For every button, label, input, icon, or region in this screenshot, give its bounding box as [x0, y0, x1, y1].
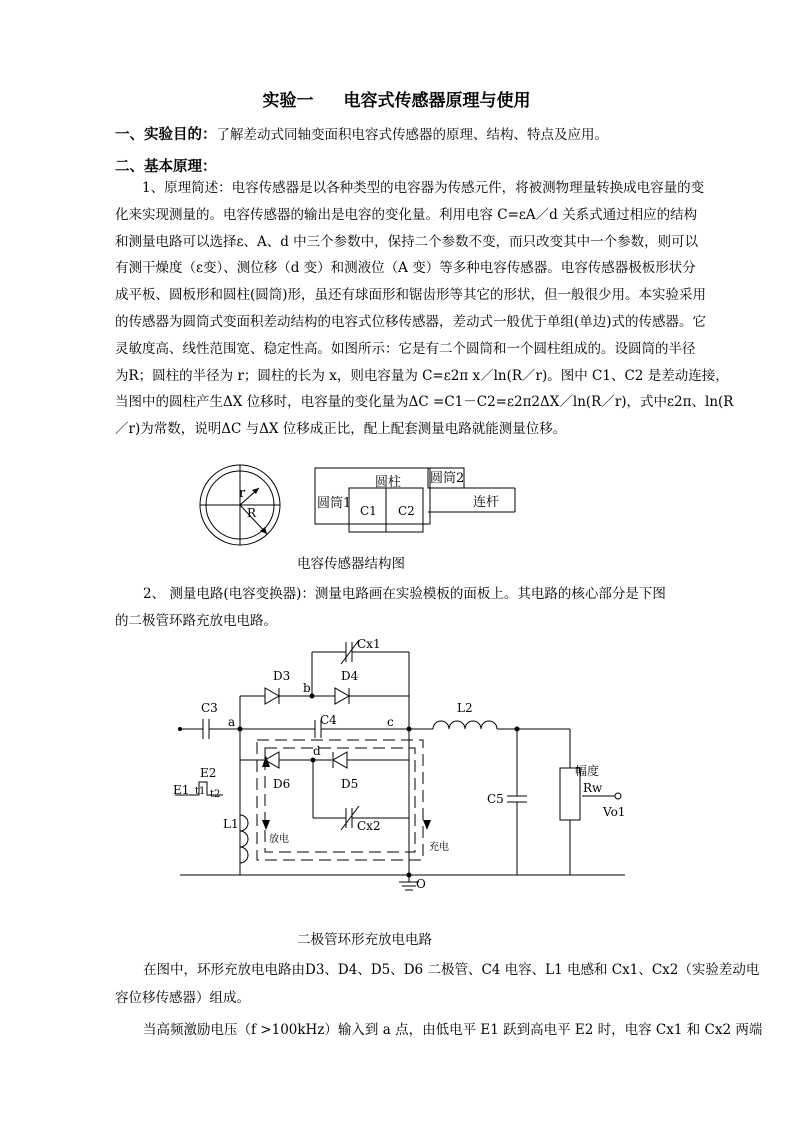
- section-objective-text: 了解差动式同轴变面积电容式传感器的原理、结构、特点及应用。: [216, 127, 608, 143]
- label-column: 圆柱: [375, 475, 402, 490]
- label-tube2: 圆筒2: [430, 471, 465, 486]
- para2-line2: 的二极管环路充放电电路。: [115, 613, 277, 629]
- para-line: 灵敏度高、线性范围宽、稳定性高。如图所示：它是有二个圆筒和一个圆柱组成的。设圆筒的半径: [115, 340, 696, 357]
- label-rod: 连杆: [473, 495, 500, 510]
- para-line: 化来实现测量的。电容传感器的输出是电容的变化量。利用电容 C=εA／d 关系式通过相应的结构: [115, 206, 698, 223]
- para3-line1: 在图中，环形充放电电路由D3、D4、D5、D6 二极管、C4 电容、L1 电感和 Cx1、Cx2（实验差动电: [143, 962, 760, 978]
- label-R: R: [247, 506, 257, 520]
- label-l2: L2: [457, 701, 473, 715]
- label-r: r: [239, 486, 246, 501]
- para-line: ／r)为常数，说明ΔC 与ΔX 位移成正比，配上配套测量电路就能测量位移。: [115, 421, 567, 438]
- section-principle-heading: 二、基本原理：: [115, 158, 217, 175]
- label-l1: L1: [223, 817, 239, 831]
- label-e1: E1: [173, 783, 190, 797]
- label-d6: D6: [273, 777, 291, 791]
- para2-line1: 2、 测量电路(电容变换器)：测量电路画在实验模板的面板上。其电路的核心部分是下图: [143, 586, 666, 602]
- label-t1: t1: [195, 786, 206, 797]
- label-t2: t2: [210, 789, 221, 800]
- label-d4: D4: [341, 669, 359, 683]
- label-tube1: 圆筒1: [317, 496, 352, 511]
- page-title: [0, 86, 793, 111]
- title-part2: 电容式传感器原理与使用: [343, 91, 531, 111]
- label-cx2: Cx2: [357, 819, 381, 833]
- title-part1: 实验一: [262, 91, 314, 111]
- label-a: a: [228, 715, 236, 729]
- sensor-structure-figure: [195, 462, 525, 547]
- label-vo1: Vo1: [603, 805, 626, 819]
- label-d3: D3: [273, 669, 291, 683]
- figure1-caption: 电容传感器结构图: [297, 556, 405, 572]
- para-line: 的传感器为圆筒式变面积差动结构的电容式位移传感器，差动式一般优于单组(单边)式的传感器。它: [115, 313, 707, 330]
- para4-line1: 当高频激励电压（f >100kHz）输入到 a 点，由低电平 E1 跃到高电平 E2 时，电容 Cx1 和 Cx2 两端: [143, 1022, 763, 1038]
- principle-paragraph: [115, 175, 734, 443]
- label-o: O: [416, 877, 426, 891]
- label-d5: D5: [341, 777, 359, 791]
- label-c4: C4: [320, 713, 337, 727]
- label-e2: E2: [200, 766, 217, 780]
- para3-line2: 容位移传感器）组成。: [115, 990, 250, 1006]
- section-objective: [115, 123, 608, 144]
- para-line: 有测干燥度（ε变）、测位移（d 变）和测液位（A 变）等多种电容传感器。电容传感器极板形状分: [115, 260, 696, 277]
- label-c2: C2: [398, 504, 415, 518]
- para-line: 成平板、圆板形和圆柱(圆筒)形，虽还有球面形和锯齿形等其它的形状，但一般很少用。本实验采用: [115, 287, 707, 304]
- label-d: d: [313, 744, 321, 758]
- label-c3: C3: [201, 701, 218, 715]
- label-c1: C1: [360, 504, 377, 518]
- label-rw: Rw: [583, 781, 603, 795]
- section-objective-heading: 一、实验目的：: [115, 126, 217, 143]
- label-c: c: [387, 715, 394, 729]
- para-line: 当图中的圆柱产生ΔX 位移时，电容量的变化量为ΔC =C1－C2=ε2π2ΔX／ln(R／r)，式中ε2π、ln(R: [115, 394, 734, 411]
- figure2-caption: 二极管环形充放电电路: [297, 932, 432, 948]
- para-line: 为R；圆柱的半径为 r；圆柱的长为 x，则电容量为 C=ε2π x／ln(R／r)。图中 C1、C2 是差动连接，: [115, 367, 729, 384]
- diode-ring-circuit: [165, 630, 635, 895]
- label-amplitude: 幅度: [575, 764, 600, 778]
- para-line: 和测量电路可以选择ε、A、d 中三个参数中，保持二个参数不变，而只改变其中一个参数，则可以: [115, 233, 699, 250]
- label-b: b: [303, 681, 311, 695]
- label-cx1: Cx1: [357, 637, 381, 651]
- label-charge: 充电: [429, 842, 449, 853]
- para-line: 1、原理简述：电容传感器是以各种类型的电容器为传感元件，将被测物理量转换成电容量的变: [142, 180, 705, 196]
- label-c5: C5: [487, 792, 504, 806]
- label-discharge: 放电: [269, 834, 289, 845]
